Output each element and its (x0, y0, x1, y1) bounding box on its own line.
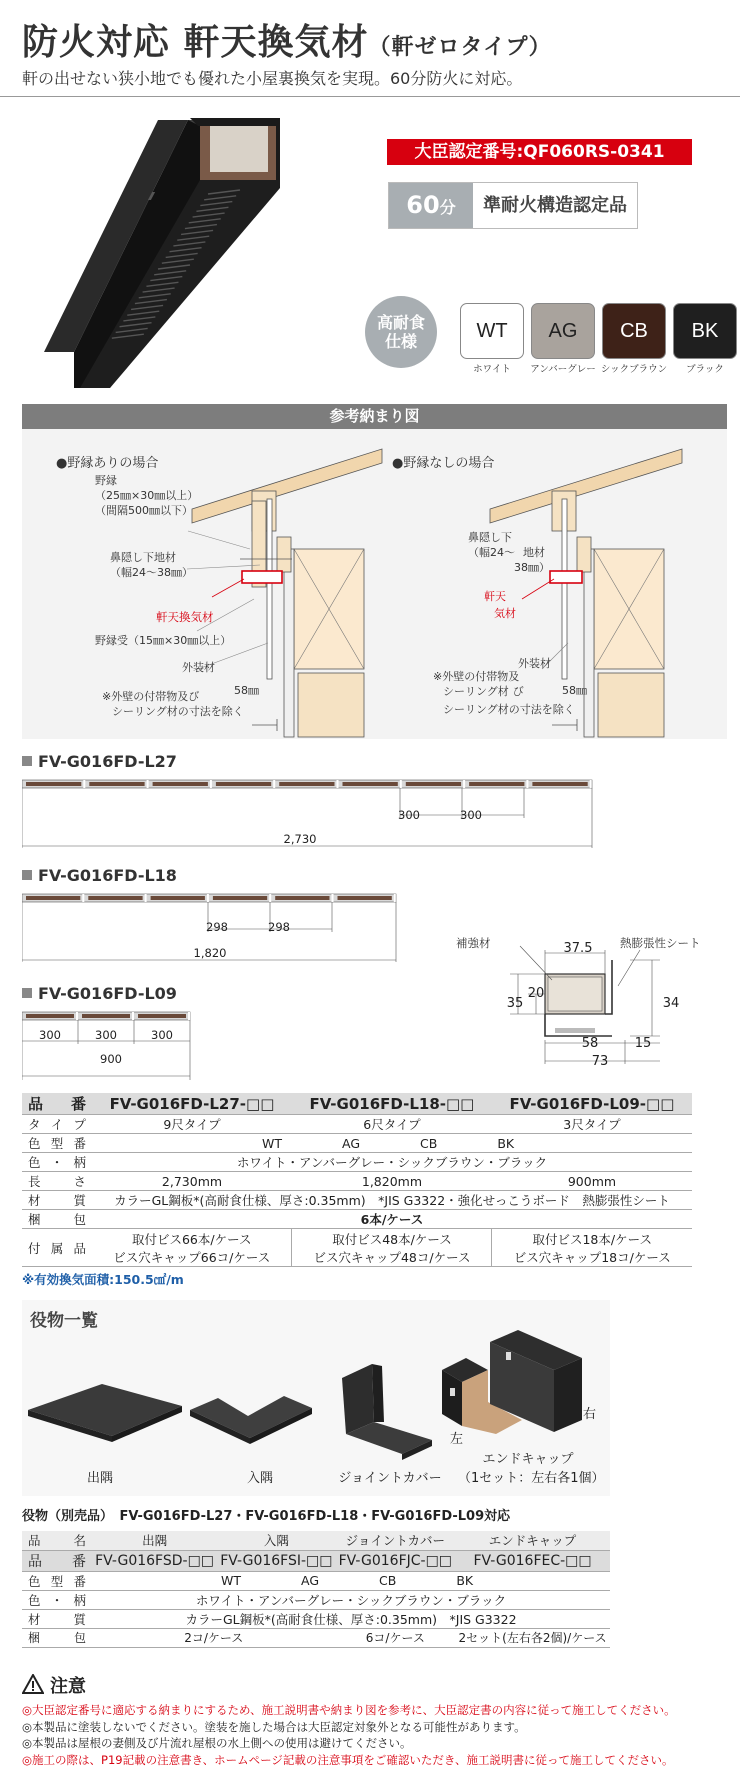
vent-area-note: ※有効換気面積:150.5㎠/m (22, 1272, 184, 1287)
label-r-hanakakushi-2: （幅24～ (468, 545, 515, 559)
l18-pitch-1: 298 (206, 920, 228, 934)
l09-total: 900 (100, 1052, 122, 1066)
spec-cc-ag: AG (342, 1135, 361, 1151)
l27-pitch-1: 300 (398, 808, 420, 822)
spec-length-l09: 900mm (492, 1172, 692, 1191)
acc-row-material (22, 1609, 610, 1628)
label-gaiso-right: 外装材 (518, 657, 551, 670)
acc-row-model (22, 1550, 610, 1571)
label-r-hanakakushi: 鼻隠し下 (468, 531, 512, 544)
cert-number-badge: 大臣認定番号:QF060RS-0341 (387, 139, 692, 165)
part-label-right: 右 (583, 1407, 597, 1422)
label-product: 軒天換気材 (156, 610, 214, 624)
l27-pitch-2: 300 (460, 808, 482, 822)
right-caption: ●野縁なしの場合 (392, 456, 495, 471)
part-label-endcap-sub: （1セット：左右各1個） (458, 1471, 605, 1486)
right-labels-hanakakushi (468, 531, 550, 576)
corrosion-badge (365, 296, 437, 368)
l09-pitch-2: 300 (95, 1028, 117, 1042)
acc-h-name: 品名 (22, 1531, 92, 1550)
caution-line: ◎本製品は屋根の妻側及び片流れ屋根の水上側への使用は避けてください。 (22, 1736, 412, 1750)
label-note-left-1: ※外壁の付帯物及び (102, 690, 200, 703)
spec-acc-l18 (292, 1229, 492, 1267)
spec-row-color (22, 1153, 692, 1172)
page-title (22, 14, 552, 65)
fire-minutes (389, 183, 473, 228)
label-hanakakushi: 鼻隠し下地材 (110, 551, 176, 564)
sec-d-20: 20 (527, 986, 545, 1001)
swatch-ag: AG (531, 303, 595, 359)
spec-acc-l27-a: 取付ビス66本/ケース (131, 1231, 252, 1247)
caution-heading (22, 1672, 86, 1698)
l09-pitch-3: 300 (151, 1028, 173, 1042)
title-main: 防火対応 軒天換気材 (22, 22, 369, 63)
label-dim-right: 58㎜ (562, 684, 587, 697)
label-note-right-1b: び (512, 684, 524, 698)
title-sub: （軒ゼロタイプ） (368, 35, 552, 60)
part-label-left: 左 (450, 1432, 464, 1447)
swatch-label-wt: ホワイト (473, 364, 511, 375)
acc-h-pack: 梱包 (22, 1628, 92, 1647)
left-labels-note (102, 690, 244, 720)
label-noen-size: （25㎜×30㎜以上） (95, 488, 199, 502)
left-caption (56, 452, 158, 471)
acc-h-material: 材質 (22, 1609, 92, 1628)
acc-cc-bk: BK (456, 1573, 474, 1588)
acc-colorcodes (92, 1571, 610, 1590)
spec-length-l27: 2,730mm (92, 1172, 292, 1191)
acc-row-color (22, 1590, 610, 1609)
label-dim-left: 58㎜ (234, 684, 259, 697)
acc-pack-3: 2セット(左右各2個)/ケース (455, 1628, 610, 1647)
spec-acc-l09-b: ビス穴キャップ18コ/ケース (513, 1249, 671, 1265)
spec-model-l09: FV-G016FD-L09-□□ (492, 1093, 692, 1115)
spec-h-color: 色・柄 (22, 1153, 92, 1172)
acc-row-pack (22, 1628, 610, 1647)
part-label-endcap (458, 1448, 605, 1486)
caution-title: 注意 (50, 1676, 86, 1697)
label-r-hanakakushi-3: 地材 (523, 545, 545, 559)
part-desumi (28, 1384, 182, 1442)
spec-type-l09: 3尺タイプ (492, 1115, 692, 1134)
spec-acc-l27-b: ビス穴キャップ66コ/ケース (113, 1249, 271, 1265)
swatch-wt: WT (460, 303, 524, 359)
acc-cc-wt: WT (221, 1573, 241, 1588)
caution-line: ◎本製品に塗装しないでください。塗装を施した場合は大臣認定対象外となる可能性があります。 (22, 1719, 526, 1734)
spec-acc-l09-a: 取付ビス18本/ケース (532, 1231, 652, 1247)
sec-d-73: 73 (591, 1054, 609, 1069)
label-r-hanakakushi-4: 38㎜） (514, 560, 550, 574)
acc-cc-cb: CB (379, 1573, 397, 1588)
swatch-label-ag: アンバーグレー (530, 364, 596, 375)
part-label-irisumi: 入隅 (246, 1471, 273, 1486)
acc-cc-ag: AG (301, 1573, 320, 1588)
acc-model-4: FV-G016FEC-□□ (455, 1550, 610, 1571)
caution-line: ◎大臣認定番号に適応する納まりにするため、施工説明書や納まり図を参考に、大臣認定書の内容に従って施工してください。 (22, 1703, 676, 1717)
spec-acc-l18-b: ビス穴キャップ48コ/ケース (313, 1249, 471, 1265)
model-l27: FV-G016FD-L27 (22, 752, 177, 771)
label-gaiso-left: 外装材 (182, 661, 215, 674)
sec-d-top: 37.5 (563, 941, 593, 956)
acc-table (22, 1531, 610, 1648)
acc-h-colorcode: 色型番 (22, 1571, 92, 1590)
label-note-right-2: シーリング材 (443, 684, 509, 698)
spec-table (22, 1093, 692, 1267)
product-image (40, 102, 310, 390)
right-labels-note (433, 670, 575, 718)
spec-cc-bk: BK (497, 1135, 515, 1151)
part-label-endcap-name: エンドキャップ (482, 1452, 574, 1467)
swatch-label-bk: ブラック (686, 364, 724, 375)
label-noeuke: 野縁受（15㎜×30㎜以上） (95, 634, 232, 647)
acc-pack-2: 6コ/ケース (336, 1628, 456, 1647)
spec-h-pack: 梱包 (22, 1210, 92, 1229)
spec-material: カラーGL鋼板*(高耐食仕様、厚さ:0.35mm) *JIS G3322・強化せっこうボード 熱膨張性シート (92, 1191, 692, 1210)
reference-heading: 参考納まり図 (22, 404, 727, 429)
label-note-right-1: ※外壁の付帯物及 (433, 670, 520, 683)
label-reinforce: 補強材 (456, 936, 491, 950)
swatch-label-cb: シックブラウン (600, 364, 668, 375)
spec-h-model: 品番 (22, 1093, 92, 1115)
l27-total: 2,730 (283, 832, 317, 846)
l18-pitch-2: 298 (268, 920, 290, 934)
label-note-right-2b: シーリング材 (443, 702, 509, 716)
label-r-product-1: 軒天 (484, 590, 506, 603)
part-irisumi (190, 1396, 312, 1444)
swatch-bk: BK (673, 303, 737, 359)
fire-rating-badge (388, 182, 638, 229)
label-hanakakushi-width: （幅24～38㎜） (110, 565, 193, 579)
drawing-l09 (22, 1010, 202, 1085)
caution-line: ◎施工の際は、P19記載の注意書き、ホームページ記載の注意事項をご確認いただき、施工説明書に従って施工してください。 (22, 1752, 674, 1767)
spec-model-l18: FV-G016FD-L18-□□ (292, 1093, 492, 1115)
left-caption-text: ●野縁ありの場合 (56, 456, 159, 471)
acc-name-1: 出隅 (92, 1531, 217, 1550)
spec-row-type (22, 1115, 692, 1134)
acc-material: カラーGL鋼板*(高耐食仕様、厚さ:0.35mm) *JIS G3322 (92, 1609, 610, 1628)
acc-h-model: 品番 (22, 1550, 92, 1571)
spec-acc-l18-a: 取付ビス48本/ケース (332, 1231, 452, 1247)
spec-colorcodes (92, 1134, 692, 1153)
acc-model-1: FV-G016FSD-□□ (92, 1550, 217, 1571)
label-noen: 野縁 (95, 474, 117, 487)
l18-total: 1,820 (193, 946, 227, 960)
part-label-desumi: 出隅 (86, 1471, 113, 1486)
warning-icon (22, 1674, 44, 1694)
label-note-left-2: シーリング材の寸法を除く (112, 704, 244, 718)
corrosion-badge-text: 高耐食仕様 (376, 312, 425, 351)
acc-name-3: ジョイントカバー (336, 1531, 456, 1550)
spec-row-model (22, 1093, 692, 1115)
acc-name-2: 入隅 (217, 1531, 335, 1550)
spec-pack: 6本/ケース (92, 1210, 692, 1229)
spec-row-length (22, 1172, 692, 1191)
spec-row-colorcode (22, 1134, 692, 1153)
spec-type-l18: 6尺タイプ (292, 1115, 492, 1134)
spec-h-material: 材質 (22, 1191, 92, 1210)
acc-row-colorcode (22, 1571, 610, 1590)
left-labels-hanakakushi (110, 551, 193, 581)
fire-minutes-value: 60 (406, 191, 440, 219)
part-label-joint: ジョイントカバー (338, 1471, 442, 1486)
part-joint-cover (342, 1364, 432, 1460)
spec-h-length: 長さ (22, 1172, 92, 1191)
acc-pack-1: 2コ/ケース (92, 1628, 336, 1647)
label-seal: 熱膨張性シート (620, 936, 701, 950)
spec-length-l18: 1,820mm (292, 1172, 492, 1191)
fire-label: 準耐火構造認定品 (483, 195, 627, 216)
acc-model-2: FV-G016FSI-□□ (217, 1550, 335, 1571)
spec-row-acc (22, 1229, 692, 1267)
spec-cc-cb: CB (420, 1135, 438, 1151)
spec-cc-wt: WT (262, 1135, 282, 1151)
fire-minutes-unit: 分 (439, 198, 456, 217)
acc-color: ホワイト・アンバーグレー・シックブラウン・ブラック (92, 1590, 610, 1609)
spec-h-acc: 付属品 (22, 1229, 92, 1267)
label-note-right-3: の寸法を除く (508, 702, 575, 716)
acc-row-name (22, 1531, 610, 1550)
spec-color: ホワイト・アンバーグレー・シックブラウン・ブラック (92, 1153, 692, 1172)
sec-d-15: 15 (634, 1036, 652, 1051)
l09-pitch-1: 300 (39, 1028, 61, 1042)
acc-h-color: 色・柄 (22, 1590, 92, 1609)
spec-acc-l09 (492, 1229, 692, 1267)
label-noen-pitch: （間隔500㎜以下） (95, 503, 193, 517)
spec-row-material (22, 1191, 692, 1210)
page-subtitle: 軒の出せない狭小地でも優れた小屋裏換気を実現。60分防火に対応。 (22, 69, 523, 88)
acc-model-3: FV-G016FJC-□□ (336, 1550, 456, 1571)
header-divider (0, 96, 740, 97)
spec-h-colorcode: 色型番 (22, 1134, 92, 1153)
swatch-cb: CB (602, 303, 666, 359)
spec-h-type: タイプ (22, 1115, 92, 1134)
sec-d-35: 35 (506, 996, 524, 1011)
acc-table-title: 役物（別売品） FV-G016FD-L27・FV-G016FD-L18・FV-G016FD-L09対応 (22, 1509, 511, 1524)
sec-d-58: 58 (581, 1036, 599, 1051)
spec-type-l27: 9尺タイプ (92, 1115, 292, 1134)
left-labels-noen (95, 474, 198, 519)
label-r-product-2: 気材 (494, 607, 516, 620)
spec-row-pack (22, 1210, 692, 1229)
acc-name-4: エンドキャップ (455, 1531, 610, 1550)
sec-d-34: 34 (662, 996, 680, 1011)
model-l18: FV-G016FD-L18 (22, 866, 177, 885)
model-l09: FV-G016FD-L09 (22, 984, 177, 1003)
spec-model-l27: FV-G016FD-L27-□□ (92, 1093, 292, 1115)
spec-acc-l27 (92, 1229, 292, 1267)
parts-heading: 役物一覧 (30, 1311, 98, 1331)
